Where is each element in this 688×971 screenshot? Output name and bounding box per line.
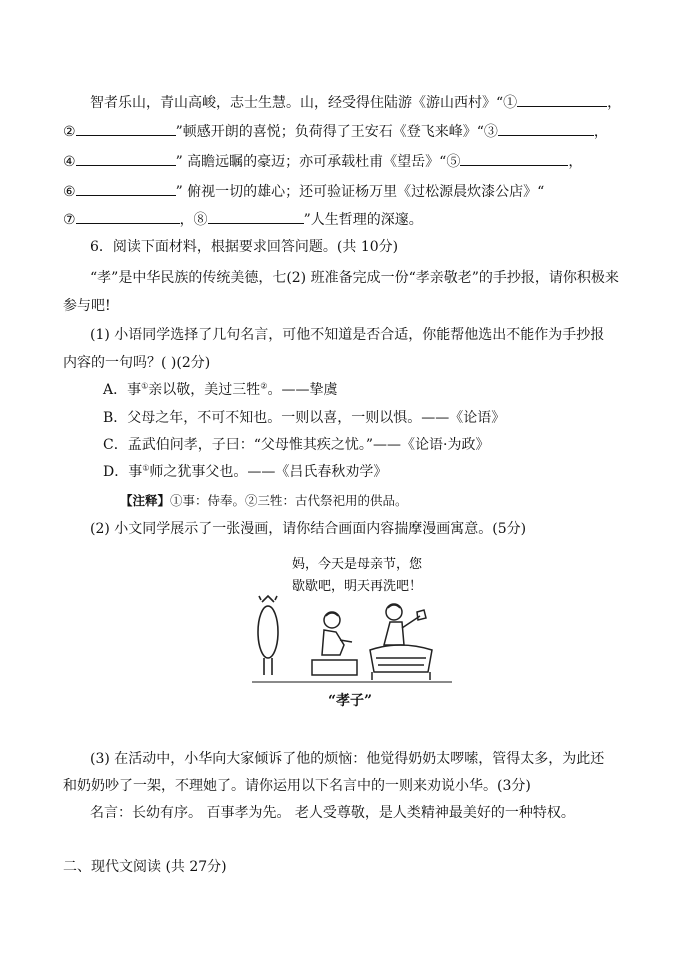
annotation-note — [120, 491, 408, 511]
cartoon-caption: “孝子” — [328, 693, 373, 709]
blank-7[interactable] — [76, 209, 180, 224]
poem-line-4: ⑥ ” 俯视一切的雄心；还可验证杨万里《过松源晨炊漆公店》“ — [63, 181, 544, 202]
mother-figure — [258, 596, 278, 675]
option-c: C．孟武伯问孝，子曰：“父母惟其疾之忧。”——《论语·为政》 — [103, 437, 490, 453]
speech-bubble-line-1: 妈，今天是母亲节，您 — [292, 557, 423, 572]
q6-sub1-line-2: 内容的一句吗？( )(2分) — [63, 355, 211, 371]
blank-5[interactable] — [460, 151, 568, 166]
poem-line-5: ⑦ ，⑧ ”人生哲理的深邃。 — [63, 209, 423, 230]
speech-bubble-line-2: 歇歇吧，明天再洗吧！ — [292, 579, 423, 594]
poem-line-2: ② ”顿感开朗的喜悦；负荷得了王安石《登飞来峰》“③ ， — [63, 121, 608, 142]
blank-2[interactable] — [76, 121, 176, 136]
q6-sub3-line-2: 和奶奶吵了一架，不理她了。请你运用以下名言中的一则来劝说小华。(3分) — [63, 778, 531, 794]
blank-6[interactable] — [76, 181, 176, 196]
blank-8[interactable] — [208, 209, 304, 224]
q6-intro-line-1: “孝”是中华民族的传统美德，七(2) 班准备完成一份“孝亲敬老”的手抄报，请你积极来 — [90, 270, 619, 286]
q6-heading: 6．阅读下面材料，根据要求回答问题。(共 10分) — [90, 239, 399, 255]
option-b: B．父母之年，不可不知也。一则以喜，一则以惧。——《论语》 — [103, 410, 506, 426]
q6-sub1-line-1: (1) 小语同学选择了几句名言，可他不知道是否合适，你能帮他选出不能作为手抄报 — [90, 327, 605, 343]
blank-3[interactable] — [498, 121, 594, 136]
poem-line-3: ④ ” 高瞻远瞩的豪迈；亦可承载杜甫《望岳》“⑤ ， — [63, 151, 582, 172]
option-d: D．事①师之犹事父也。——《吕氏春秋劝学》 — [103, 463, 388, 480]
blank-1[interactable] — [517, 92, 607, 107]
q6-intro-line-2: 参与吧! — [63, 298, 111, 314]
q6-sub3-line-1: (3) 在活动中，小华向大家倾诉了他的烦恼：他觉得奶奶太啰嗦，管得太多，为此还 — [90, 751, 605, 767]
quotes-line: 名言：长幼有序。 百事孝为先。 老人受尊敬，是人类精神最美好的一种特权。 — [90, 805, 575, 821]
q6-sub2: (2) 小文同学展示了一张漫画，请你结合画面内容揣摩漫画寓意。(5分) — [90, 521, 527, 537]
option-a: A．事①亲以敬，美过三牲②。——挚虞 — [103, 381, 338, 398]
note-text: ①事：侍奉。②三牲：古代祭祀用的供品。 — [170, 493, 408, 508]
son-figure — [312, 612, 357, 675]
cartoon-illustration — [252, 550, 452, 685]
grandmother-figure — [370, 604, 432, 680]
section-2-heading: 二、现代文阅读 (共 27分) — [63, 859, 227, 875]
blank-4[interactable] — [76, 151, 176, 166]
poem-line-1: 智者乐山，青山高峻，志士生慧。山，经受得住陆游《游山西村》“① ， — [90, 92, 621, 113]
note-label: 【注释】 — [120, 493, 171, 508]
